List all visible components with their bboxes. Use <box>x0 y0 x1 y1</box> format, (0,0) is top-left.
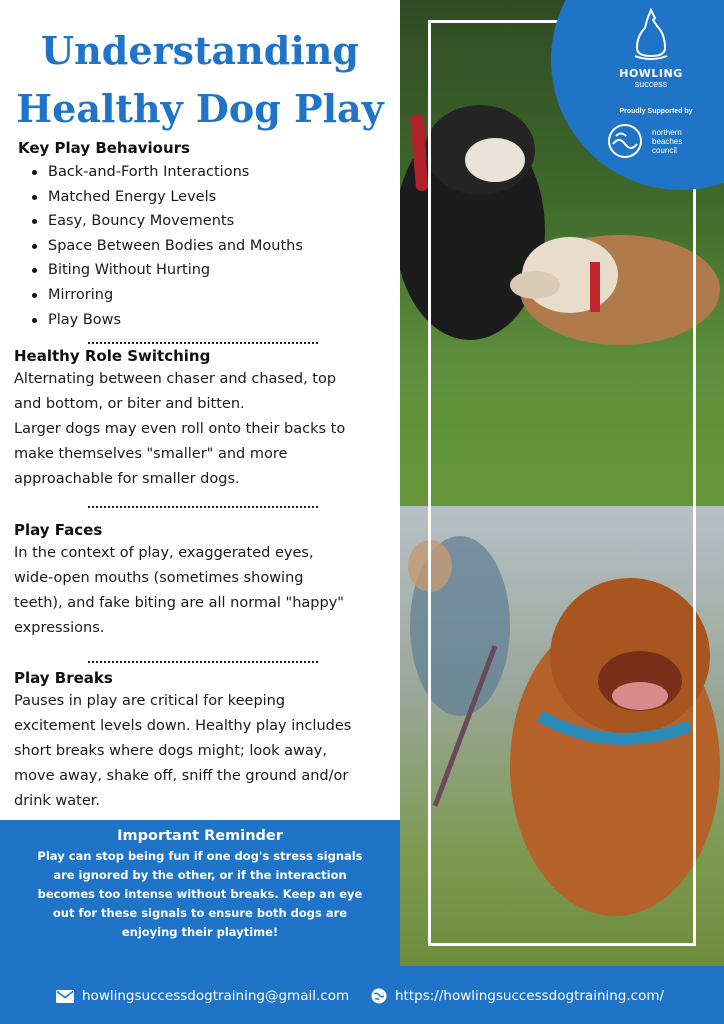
list-item: Space Between Bodies and Mouths <box>30 234 394 259</box>
role-switching-text <box>14 367 394 492</box>
play-faces-text <box>14 541 394 641</box>
list-item: Back-and-Forth Interactions <box>30 160 394 185</box>
text-line: becomes too intense without breaks. Keep an eye <box>37 887 363 901</box>
text-line: wide-open mouths (sometimes showing <box>14 570 304 586</box>
supported-by-label: Proudly Supported by <box>619 108 693 115</box>
globe-icon <box>371 988 387 1004</box>
footer-website[interactable] <box>371 988 664 1004</box>
text-line: drink water. <box>14 793 100 809</box>
page-title-line1: Understanding <box>41 28 359 73</box>
text-line: out for these signals to ensure both dogs are <box>52 906 348 920</box>
play-faces-section <box>14 521 394 641</box>
text-line: approachable for smaller dogs. <box>14 471 240 487</box>
text-line: are ignored by the other, or if the interaction <box>53 868 347 882</box>
council-logo <box>604 122 682 160</box>
footer <box>0 966 724 1024</box>
reminder-text <box>20 847 380 942</box>
envelope-icon <box>56 990 74 1003</box>
key-play-heading: Key Play Behaviours <box>18 139 190 157</box>
council-wave-icon <box>604 122 646 160</box>
reminder-title: Important Reminder <box>117 828 283 844</box>
text-line: Play can stop being fun if one dog's stress signals <box>37 849 363 863</box>
list-item: Mirroring <box>30 283 394 308</box>
website-link[interactable]: https://howlingsuccessdogtraining.com/ <box>395 988 665 1004</box>
text-line: Alternating between chaser and chased, top <box>14 371 337 387</box>
list-item: Easy, Bouncy Movements <box>30 209 394 234</box>
list-item: Matched Energy Levels <box>30 185 394 210</box>
text-line: make themselves "smaller" and more <box>14 446 288 462</box>
brand-sub: success <box>634 79 668 89</box>
key-play-section <box>14 139 394 332</box>
role-switching-section <box>14 347 394 492</box>
brand-name: HOWLING <box>619 67 683 80</box>
text-line: enjoying their playtime! <box>121 925 279 939</box>
text-line: expressions. <box>14 620 105 636</box>
email-link[interactable]: howlingsuccessdogtraining@gmail.com <box>82 988 350 1004</box>
brand-logo <box>596 8 706 89</box>
dotted-divider <box>88 661 318 663</box>
play-breaks-section <box>14 669 394 814</box>
council-name-line2: beaches <box>652 136 683 146</box>
page-title-line2: Healthy Dog Play <box>16 86 384 131</box>
text-line: teeth), and fake biting are all normal "happy" <box>14 595 344 611</box>
bulldog-photo <box>400 506 724 966</box>
reminder-box <box>0 820 400 966</box>
text-line: move away, shake off, sniff the ground and/or <box>14 768 349 784</box>
dotted-divider <box>88 342 318 344</box>
text-line: Larger dogs may even roll onto their backs to <box>14 421 346 437</box>
text-line: In the context of play, exaggerated eyes, <box>14 545 314 561</box>
text-line: Pauses in play are critical for keeping <box>14 693 286 709</box>
list-item: Play Bows <box>30 308 394 333</box>
page-title <box>0 22 400 138</box>
text-line: and bottom, or biter and bitten. <box>14 396 245 412</box>
play-breaks-text <box>14 689 394 814</box>
dotted-divider <box>88 506 318 508</box>
key-play-list <box>30 160 394 332</box>
text-line: excitement levels down. Healthy play includes <box>14 718 352 734</box>
text-line: short breaks where dogs might; look away, <box>14 743 327 759</box>
howling-dog-icon <box>627 8 675 60</box>
council-name-line1: northern <box>652 127 682 137</box>
role-switching-heading: Healthy Role Switching <box>14 347 211 365</box>
list-item: Biting Without Hurting <box>30 258 394 283</box>
council-name-line3: council <box>652 145 677 155</box>
play-faces-heading: Play Faces <box>14 521 103 539</box>
footer-email[interactable] <box>56 988 349 1004</box>
play-breaks-heading: Play Breaks <box>14 669 113 687</box>
